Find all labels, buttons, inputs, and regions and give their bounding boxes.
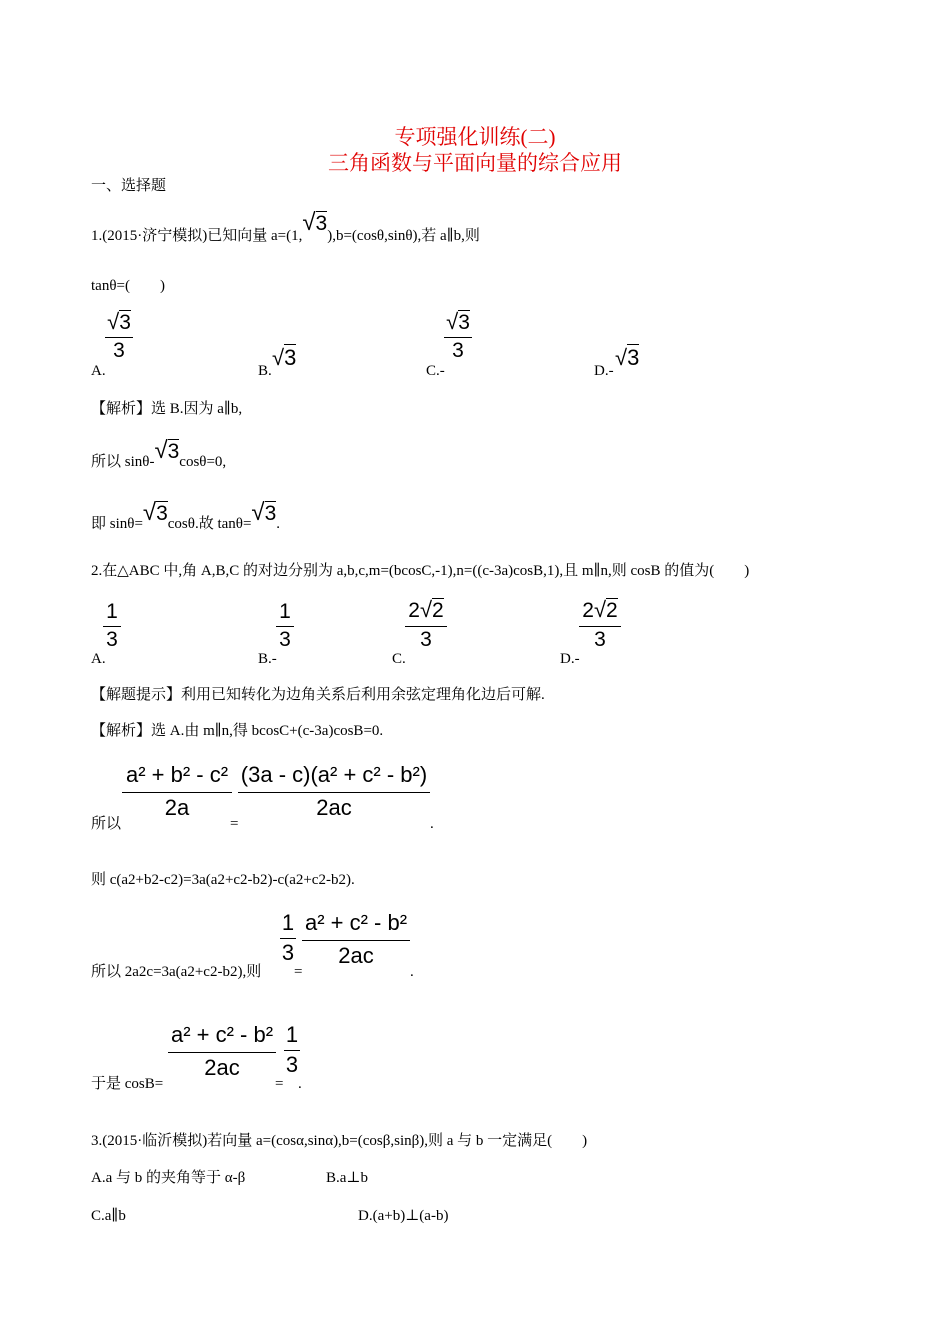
period: . [410, 964, 414, 980]
numerator: 1 [106, 600, 118, 623]
q2-fraction-4 [168, 1020, 276, 1081]
q1-stem-tan: tanθ=( ) [91, 278, 165, 294]
q1-solution-text: 所以 sinθ- [91, 454, 155, 470]
coefficient: 2 [582, 599, 594, 622]
fraction-bar [122, 792, 232, 793]
section-heading: 一、选择题 [91, 178, 167, 194]
q1-stem-part-a: 1.(2015·济宁模拟)已知向量 a=(1, [91, 228, 303, 244]
denominator: 3 [281, 940, 295, 965]
q2-option-d-fraction [579, 597, 621, 651]
q1-option-a-fraction [105, 310, 133, 362]
radicand: 3 [315, 212, 328, 235]
q1-solution-text: cosθ.故 tanθ= [167, 516, 252, 532]
sqrt-symbol: √ [593, 597, 607, 622]
denominator: 3 [285, 1052, 299, 1077]
radicand: 3 [284, 345, 297, 370]
title-line-1: 专项强化训练(二) [394, 125, 556, 149]
radicand: 3 [156, 502, 168, 525]
q1-solution-text: . [276, 516, 281, 532]
sqrt-symbol: √ [251, 499, 265, 526]
denominator: 2ac [204, 1055, 240, 1080]
denominator: 3 [452, 339, 464, 362]
fraction-bar [444, 337, 472, 338]
q1-stem [91, 209, 480, 245]
q2-option-a-label: A. [91, 651, 106, 667]
numerator: a² + c² - b² [170, 1022, 274, 1047]
fraction-bar [405, 626, 447, 627]
denominator: 3 [594, 628, 606, 651]
radicand: 3 [167, 440, 180, 463]
sqrt-symbol: √ [142, 499, 157, 526]
fraction-bar [280, 938, 296, 939]
q1-option-a-label: A. [91, 363, 106, 379]
q2-option-d-label: D.- [560, 651, 580, 667]
q2-solution-line-3: 则 c(a2+b2-c2)=3a(a2+c2-b2)-c(a2+c2-b2). [91, 872, 355, 888]
sqrt-symbol: √ [615, 345, 628, 370]
numerator: 1 [279, 600, 291, 623]
q2-option-c-fraction [405, 597, 447, 651]
q2-fraction-one-third [280, 910, 296, 965]
sqrt-symbol: √ [154, 437, 168, 464]
q2-fraction-3 [302, 908, 410, 969]
q2-hint: 【解题提示】利用已知转化为边角关系后利用余弦定理角化边后可解. [91, 687, 545, 703]
denominator: 2ac [316, 795, 352, 820]
sqrt-symbol: √ [446, 309, 459, 334]
q2-fraction-one-third-2 [284, 1022, 300, 1077]
q2-option-c-label: C. [392, 651, 406, 667]
radicand: 3 [627, 345, 640, 370]
radicand: 3 [458, 311, 470, 334]
q3-option-c: C.a∥b [91, 1208, 126, 1224]
radicand: 3 [119, 311, 131, 334]
fraction-bar [103, 626, 121, 627]
q2-option-b-label: B.- [258, 651, 277, 667]
q1-solution-line-2 [91, 437, 227, 471]
title-line-2: 三角函数与平面向量的综合应用 [328, 151, 622, 175]
numerator: (3a - c)(a² + c² - b²) [240, 762, 428, 787]
q3-option-a: A.a 与 b 的夹角等于 α-β [91, 1170, 246, 1186]
equals-sign: = [275, 1076, 284, 1092]
fraction-bar [276, 626, 294, 627]
q1-solution-line-1: 【解析】选 B.因为 a∥b, [91, 401, 243, 417]
q2-solution-line-4: 所以 2a2c=3a(a2+c2-b2),则 [91, 964, 262, 980]
fraction-bar [105, 337, 133, 338]
q1-solution-text: cosθ=0, [179, 454, 227, 470]
q2-solution-line-5: 于是 cosB= [91, 1076, 164, 1092]
q2-fraction-1 [122, 760, 232, 821]
denominator: 2a [164, 795, 190, 820]
numerator: a² + c² - b² [304, 910, 408, 935]
sqrt-symbol: √ [302, 209, 316, 236]
q1-option-d-label: D.- [594, 363, 614, 379]
denominator: 3 [420, 628, 432, 651]
q2-fraction-2 [238, 760, 430, 821]
q3-stem: 3.(2015·临沂模拟)若向量 a=(cosα,sinα),b=(cosβ,sinβ),则 a 与 b 一定满足( ) [91, 1133, 588, 1149]
q1-option-c-fraction [444, 310, 472, 362]
q1-option-b-label: B. [258, 363, 272, 379]
fraction-bar [168, 1052, 276, 1053]
radicand: 2 [606, 599, 618, 622]
radicand: 3 [264, 502, 277, 525]
numerator: a² + b² - c² [125, 762, 229, 787]
fraction-bar [302, 940, 410, 941]
fraction-bar [238, 792, 430, 793]
radicand: 2 [432, 599, 444, 622]
q2-option-a-fraction [103, 600, 121, 651]
numerator: 1 [281, 910, 295, 935]
equals-sign: = [230, 816, 239, 832]
q2-solution-line-2-label: 所以 [91, 816, 122, 832]
period: . [430, 816, 434, 832]
q2-stem: 2.在△ABC 中,角 A,B,C 的对边分别为 a,b,c,m=(bcosC,-1),n=((c-3a)cosB,1),且 m∥n,则 cosB 的值为( ) [91, 563, 750, 579]
q1-solution-line-3 [91, 499, 281, 533]
q1-option-b-value [272, 345, 296, 371]
q2-option-b-fraction [276, 600, 294, 651]
sqrt-symbol: √ [272, 345, 285, 370]
sqrt-symbol: √ [419, 597, 433, 622]
fraction-bar [579, 626, 621, 627]
q1-solution-text: 即 sinθ= [91, 516, 143, 532]
q1-option-c-label: C.- [426, 363, 445, 379]
equals-sign: = [294, 964, 303, 980]
denominator: 3 [279, 628, 291, 651]
q1-option-d-value [615, 345, 639, 371]
denominator: 2ac [338, 943, 374, 968]
q1-stem-part-b: ),b=(cosθ,sinθ),若 a∥b,则 [327, 228, 480, 244]
q2-solution-line-1: 【解析】选 A.由 m∥n,得 bcosC+(c-3a)cosB=0. [91, 723, 384, 739]
coefficient: 2 [408, 599, 420, 622]
period: . [298, 1076, 302, 1092]
numerator: 1 [285, 1022, 299, 1047]
denominator: 3 [106, 628, 118, 651]
q3-option-d: D.(a+b)⊥(a-b) [358, 1208, 449, 1224]
fraction-bar [284, 1050, 300, 1051]
denominator: 3 [113, 339, 125, 362]
sqrt-symbol: √ [107, 309, 120, 334]
q3-option-b: B.a⊥b [326, 1170, 369, 1186]
